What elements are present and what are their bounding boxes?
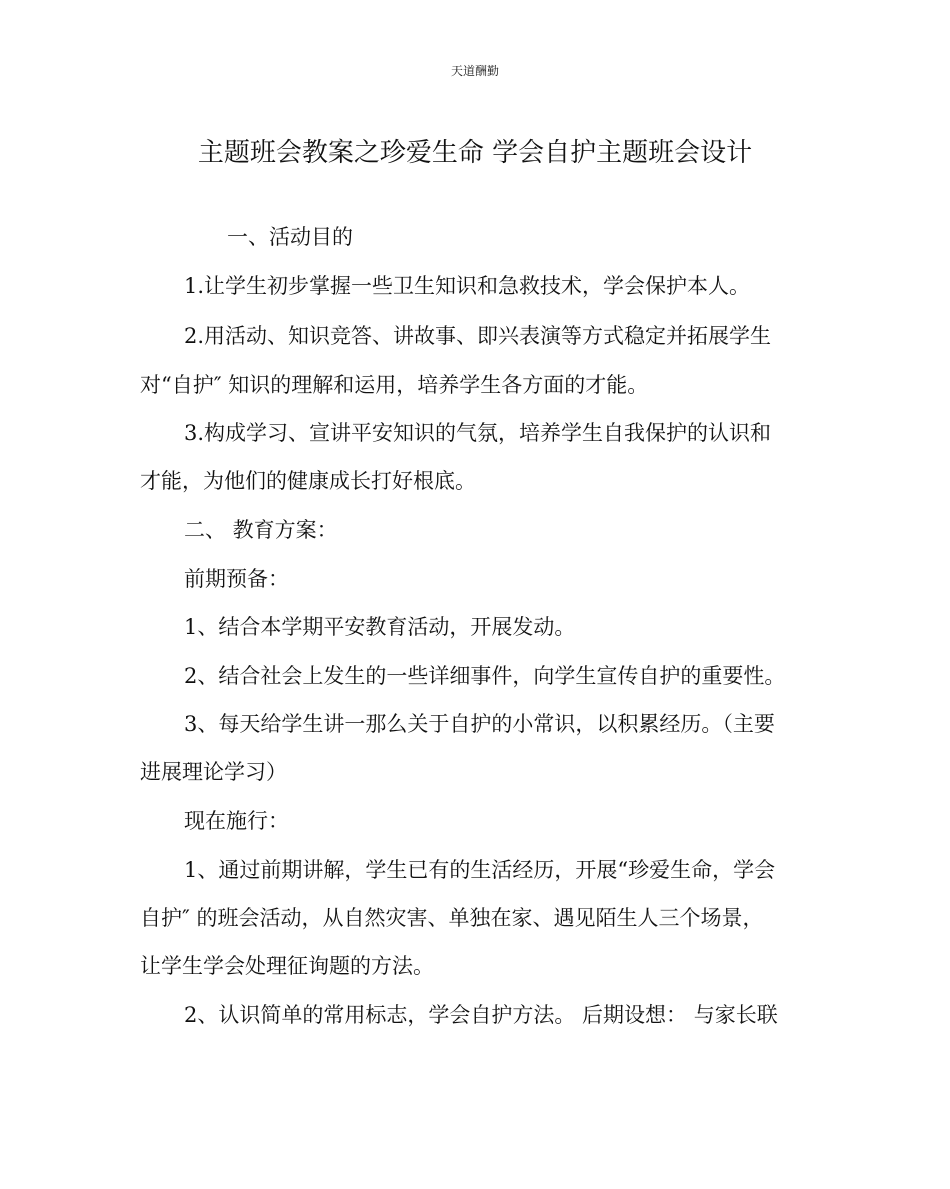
paragraph-line: 进展理论学习） bbox=[140, 760, 287, 784]
paragraph-line: 2、结合社会上发生的一些详细事件，向学生宣传自护的重要性。 bbox=[184, 664, 786, 688]
paragraph-line: 1、通过前期讲解，学生已有的生活经历，开展“珍爱生命，学会 bbox=[184, 858, 776, 882]
section-heading-education-plan: 二、 教育方案： bbox=[184, 518, 338, 542]
subheading-implementation: 现在施行： bbox=[184, 809, 289, 833]
paragraph-line: 3、每天给学生讲一那么关于自护的小常识，以积累经历。（主要 bbox=[184, 712, 775, 736]
paragraph-line: 3.构成学习、宣讲平安知识的气氛，培养学生自我保护的认识和 bbox=[184, 421, 772, 445]
paragraph-line: 才能，为他们的健康成长打好根底。 bbox=[140, 469, 476, 493]
paragraph-line: 自护″ 的班会活动，从自然灾害、单独在家、遇见陌生人三个场景， bbox=[140, 906, 764, 930]
paragraph-line: 1.让学生初步掌握一些卫生知识和急救技术，学会保护本人。 bbox=[184, 274, 751, 298]
paragraph-line: 1、结合本学期平安教育活动，开展发动。 bbox=[184, 615, 576, 639]
section-heading-activity-goal: 一、活动目的 bbox=[227, 225, 353, 249]
page-header: 天道酬勤 bbox=[450, 64, 499, 78]
paragraph-line: 2、认识简单的常用标志，学会自护方法。 后期设想： 与家长联 bbox=[184, 1003, 778, 1027]
document-title: 主题班会教案之珍爱生命 学会自护主题班会设计 bbox=[197, 138, 753, 168]
subheading-preparation: 前期预备： bbox=[184, 567, 289, 591]
paragraph-line: 对“自护″ 知识的理解和运用，培养学生各方面的才能。 bbox=[140, 373, 649, 397]
paragraph-line: 2.用活动、知识竞答、讲故事、即兴表演等方式稳定并拓展学生 bbox=[184, 324, 772, 348]
paragraph-line: 让学生学会处理征询题的方法。 bbox=[140, 954, 434, 978]
